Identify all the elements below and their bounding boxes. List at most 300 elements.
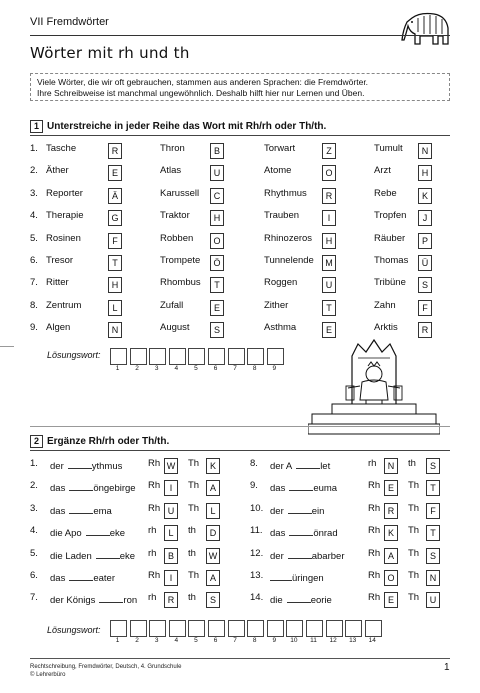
exercise-2-row <box>30 546 230 564</box>
option-1-label: rh <box>148 525 157 537</box>
word-option[interactable]: Algen <box>46 322 71 334</box>
row-index: 13. <box>250 570 264 581</box>
letter-box: U <box>426 592 440 608</box>
row-index: 7. <box>30 592 38 604</box>
intro-line-2: Ihre Schreibweise ist manchmal ungewöhnlich. Deshalb hilft hier nur Lernen und Üben. <box>37 88 365 98</box>
word-option[interactable]: Rhinozeros <box>264 232 313 244</box>
letter-box: E <box>384 592 398 608</box>
solution-box[interactable] <box>110 348 127 365</box>
option-2-label: th <box>188 525 196 537</box>
word-option[interactable]: Tresor <box>46 255 74 266</box>
letter-box: F <box>418 300 432 316</box>
word-suffix: eke <box>119 550 136 562</box>
letter-box: I <box>322 210 336 226</box>
word-option[interactable]: August <box>160 322 190 334</box>
row-index: 2. <box>30 480 38 492</box>
letter-box: N <box>384 458 398 474</box>
row-index: 14. <box>250 592 264 604</box>
exercise-2-instruction: Ergänze Rh/rh oder Th/th. <box>47 436 170 447</box>
solution-box[interactable] <box>306 620 323 637</box>
fill-blank[interactable] <box>69 480 93 491</box>
letter-box: W <box>164 458 178 474</box>
solution-box-number: 6 <box>213 637 218 644</box>
elephant-icon <box>398 10 454 52</box>
letter-box: Ü <box>418 255 432 271</box>
option-2-label: Th <box>188 502 200 514</box>
fill-in-phrase <box>270 458 330 472</box>
word-option[interactable]: Atlas <box>160 165 182 177</box>
exercise-1-row <box>30 275 450 293</box>
solution-box-number: 12 <box>329 637 337 644</box>
letter-box: A <box>384 548 398 564</box>
letter-box: Ä <box>108 188 122 204</box>
word-option[interactable]: Tunnelende <box>264 255 314 266</box>
letter-box: S <box>426 458 440 474</box>
solution-box[interactable] <box>267 348 284 365</box>
solution-box[interactable] <box>286 620 303 637</box>
footer <box>30 663 181 679</box>
fill-blank[interactable] <box>68 458 92 469</box>
option-2-label: Th <box>408 525 420 537</box>
letter-box: E <box>210 300 224 316</box>
word-option[interactable]: Trompete <box>160 255 201 266</box>
king-on-throne-illustration <box>308 338 440 436</box>
exercise-1-row <box>30 186 450 204</box>
row-index: 2. <box>30 165 38 177</box>
exercise-2-row <box>30 568 230 586</box>
exercise-1-number: 1 <box>30 120 43 133</box>
solution-box[interactable] <box>208 620 225 637</box>
row-index: 4. <box>30 210 38 222</box>
solution-label-1: Lösungswort: <box>47 350 101 360</box>
word-prefix: die Laden <box>50 550 92 562</box>
option-1-label: Rh <box>148 458 161 469</box>
letter-box: D <box>206 525 220 541</box>
fill-in-phrase <box>270 480 337 494</box>
letter-box: Ö <box>210 255 224 271</box>
row-index: 7. <box>30 277 38 289</box>
word-option[interactable]: Äther <box>46 165 69 177</box>
fill-blank[interactable] <box>289 525 313 536</box>
fill-blank[interactable] <box>69 570 93 581</box>
word-option[interactable]: Rosinen <box>46 232 81 244</box>
word-option[interactable]: Tasche <box>46 143 77 154</box>
word-suffix: üringen <box>292 573 324 584</box>
option-1-label: rh <box>148 547 157 559</box>
letter-box: K <box>206 458 220 474</box>
solution-box[interactable] <box>247 348 264 365</box>
word-option[interactable]: Zahn <box>374 299 396 311</box>
solution-box[interactable] <box>228 348 245 365</box>
word-option[interactable]: Tumult <box>374 143 403 154</box>
word-option[interactable]: Ritter <box>46 277 69 289</box>
row-index: 3. <box>30 502 38 514</box>
letter-box: K <box>418 188 432 204</box>
letter-box: L <box>206 503 220 519</box>
exercise-2-number: 2 <box>30 435 43 448</box>
exercise-2-row <box>250 501 450 519</box>
word-prefix: das <box>50 483 66 495</box>
fill-in-phrase <box>270 503 324 517</box>
option-2-label: Th <box>408 480 420 492</box>
solution-box-number: 1 <box>115 637 120 644</box>
option-1-label: Rh <box>368 525 381 537</box>
option-2-label: Th <box>408 547 420 559</box>
solution-box[interactable] <box>149 348 166 365</box>
word-suffix: öngebirge <box>93 483 136 495</box>
option-1-label: rh <box>148 592 157 604</box>
word-option[interactable]: Roggen <box>264 277 298 289</box>
letter-box: F <box>426 503 440 519</box>
solution-box[interactable] <box>326 620 343 637</box>
option-1-label: Rh <box>148 570 161 581</box>
solution-box-number: 4 <box>174 637 179 644</box>
word-suffix: ema <box>93 505 112 517</box>
solution-box[interactable] <box>169 348 186 365</box>
row-index: 9. <box>250 480 258 492</box>
letter-box: N <box>418 143 432 159</box>
letter-box: R <box>384 503 398 519</box>
letter-box: T <box>426 525 440 541</box>
letter-box: U <box>164 503 178 519</box>
solution-box[interactable] <box>110 620 127 637</box>
letter-box: T <box>210 277 224 293</box>
solution-box[interactable] <box>188 348 205 365</box>
fill-blank[interactable] <box>99 592 123 603</box>
page-title: Wörter mit rh und th <box>30 44 190 62</box>
exercise-1-instruction: Unterstreiche in jeder Reihe das Wort mit Rh/rh oder Th/th. <box>47 121 327 132</box>
word-option[interactable]: Traktor <box>160 210 190 222</box>
exercise-2-row <box>30 478 230 496</box>
word-prefix: das <box>270 483 286 495</box>
exercise-1-row <box>30 163 450 181</box>
row-index: 10. <box>250 502 264 514</box>
letter-box: T <box>322 300 336 316</box>
letter-box: I <box>164 570 178 586</box>
letter-box: N <box>426 570 440 586</box>
word-option[interactable]: Robben <box>160 232 194 244</box>
solution-box-number: 9 <box>272 365 277 372</box>
solution-box-number: 8 <box>252 365 257 372</box>
word-option[interactable]: Reporter <box>46 187 83 199</box>
letter-box: G <box>108 210 122 226</box>
option-1-label: Rh <box>368 480 381 492</box>
word-suffix: abarber <box>311 550 345 562</box>
fill-blank[interactable] <box>296 458 320 469</box>
exercise-2-row <box>250 590 450 608</box>
letter-box: O <box>322 165 336 181</box>
letter-box: C <box>210 188 224 204</box>
word-prefix: der Königs <box>50 595 96 607</box>
fill-blank[interactable] <box>86 525 110 536</box>
option-1-label: Rh <box>368 547 381 559</box>
footer-line-2: © Lehrerbüro <box>30 672 66 678</box>
word-option[interactable]: Arzt <box>374 165 391 177</box>
row-index: 1. <box>30 458 38 469</box>
fill-in-phrase <box>50 570 115 584</box>
exercise-1-row <box>30 208 450 226</box>
word-suffix: eke <box>109 528 126 540</box>
option-2-label: Th <box>188 570 200 581</box>
option-2-label: Th <box>408 570 420 581</box>
letter-box: H <box>210 210 224 226</box>
row-index: 6. <box>30 570 38 581</box>
row-index: 5. <box>30 547 38 559</box>
letter-box: H <box>322 233 336 249</box>
fill-in-phrase <box>50 458 122 472</box>
solution-box-number: 11 <box>310 637 317 644</box>
word-option[interactable]: Zither <box>264 299 289 311</box>
letter-box: F <box>108 233 122 249</box>
letter-box: R <box>164 592 178 608</box>
fill-in-phrase <box>50 480 136 494</box>
page-number: 1 <box>444 662 450 673</box>
option-1-label: Rh <box>368 502 381 514</box>
letter-box: R <box>322 188 336 204</box>
exercise-1-row <box>30 141 450 159</box>
option-2-label: th <box>188 547 196 559</box>
word-prefix: das <box>50 505 66 517</box>
margin-mark <box>0 346 14 347</box>
letter-box: H <box>108 277 122 293</box>
solution-box-number: 2 <box>135 365 139 372</box>
letter-box: K <box>384 525 398 541</box>
exercise-2-heading <box>30 435 169 448</box>
exercise-2-row <box>250 478 450 496</box>
word-option[interactable]: Arktis <box>374 322 398 334</box>
letter-box: A <box>206 480 220 496</box>
letter-box: B <box>164 548 178 564</box>
intro-line-1: Viele Wörter, die wir oft gebrauchen, stammen aus anderen Sprachen: die Fremdwörter. <box>37 77 369 87</box>
word-option[interactable]: Tropfen <box>374 210 407 222</box>
letter-box: S <box>418 277 432 293</box>
row-index: 12. <box>250 547 264 559</box>
row-index: 8. <box>250 458 258 469</box>
word-option[interactable]: Räuber <box>374 232 406 244</box>
solution-box[interactable] <box>149 620 166 637</box>
exercise-2-row <box>30 456 230 474</box>
fill-blank[interactable] <box>270 570 292 581</box>
row-index: 9. <box>30 322 38 334</box>
option-1-label: Rh <box>368 570 381 581</box>
solution-box[interactable] <box>267 620 284 637</box>
exercise-1-row <box>30 298 450 316</box>
word-option[interactable]: Rhythmus <box>264 187 307 199</box>
option-2-label: Th <box>188 458 200 469</box>
exercise-2-row <box>250 546 450 564</box>
solution-box[interactable] <box>130 348 147 365</box>
solution-box-number: 1 <box>115 365 120 372</box>
exercise-2-row <box>30 523 230 541</box>
letter-box: I <box>164 480 178 496</box>
solution-label-2: Lösungswort: <box>47 625 101 635</box>
letter-box: R <box>108 143 122 159</box>
solution-box-number: 6 <box>213 365 218 372</box>
option-2-label: Th <box>188 480 200 492</box>
solution-box[interactable] <box>345 620 362 637</box>
word-suffix: eorie <box>310 595 332 607</box>
letter-box: U <box>322 277 336 293</box>
option-2-label: Th <box>408 592 420 604</box>
word-suffix: euma <box>313 483 338 495</box>
fill-in-phrase <box>50 525 125 539</box>
exercise-1-row <box>30 320 450 338</box>
fill-in-phrase <box>270 592 332 606</box>
solution-box-number: 7 <box>233 365 237 372</box>
word-prefix: der <box>50 461 64 472</box>
letter-box: L <box>108 300 122 316</box>
solution-box-number: 4 <box>174 365 179 372</box>
fill-in-phrase <box>50 548 135 562</box>
word-suffix: let <box>320 461 331 472</box>
word-prefix: die <box>270 595 283 607</box>
exercise-1-heading <box>30 120 326 133</box>
letter-box: N <box>108 322 122 338</box>
word-suffix: ein <box>311 505 325 517</box>
option-2-label: th <box>188 592 196 604</box>
exercise-1-divider <box>30 135 450 136</box>
letter-box: U <box>210 165 224 181</box>
solution-box-number: 8 <box>252 637 257 644</box>
letter-box: A <box>206 570 220 586</box>
exercise-2-row <box>250 568 450 586</box>
word-option[interactable]: Rebe <box>374 187 397 199</box>
exercise-1-row <box>30 231 450 249</box>
letter-box: Z <box>322 143 336 159</box>
letter-box: R <box>418 322 432 338</box>
word-suffix: eater <box>93 573 115 584</box>
solution-box-number: 2 <box>135 637 139 644</box>
letter-box: M <box>322 255 336 271</box>
solution-box-number: 7 <box>233 637 237 644</box>
word-option[interactable]: Karussell <box>160 187 200 199</box>
word-option[interactable]: Trauben <box>264 210 300 222</box>
intro-box <box>30 73 450 101</box>
solution-box-number: 14 <box>368 637 376 644</box>
word-option[interactable]: Rhombus <box>160 277 201 289</box>
solution-box-number: 5 <box>194 637 198 644</box>
solution-box-number: 13 <box>349 637 357 644</box>
fill-blank[interactable] <box>96 548 120 559</box>
letter-box: T <box>108 255 122 271</box>
row-index: 4. <box>30 525 38 537</box>
word-option[interactable]: Torwart <box>264 143 296 154</box>
solution-box[interactable] <box>228 620 245 637</box>
word-prefix: der A <box>270 461 293 472</box>
row-index: 8. <box>30 299 38 311</box>
letter-box: O <box>210 233 224 249</box>
option-1-label: rh <box>368 458 377 469</box>
word-suffix: ron <box>123 595 138 607</box>
letter-box: P <box>418 233 432 249</box>
fill-blank[interactable] <box>289 480 313 491</box>
solution-box[interactable] <box>365 620 382 637</box>
chapter-header: VII Fremdwörter <box>30 16 109 28</box>
row-index: 6. <box>30 255 38 266</box>
solution-box-number: 10 <box>290 637 298 644</box>
fill-in-phrase <box>50 592 137 606</box>
solution-box-number: 5 <box>194 365 198 372</box>
letter-box: S <box>426 548 440 564</box>
word-prefix: das <box>270 528 286 540</box>
exercise-2-row <box>30 590 230 608</box>
word-prefix: der <box>270 550 284 562</box>
exercise-2-row <box>250 523 450 541</box>
exercise-2-divider <box>30 450 450 451</box>
solution-box-number: 9 <box>272 637 277 644</box>
word-option[interactable]: Tribüne <box>374 277 406 289</box>
solution-box[interactable] <box>130 620 147 637</box>
letter-box: E <box>108 165 122 181</box>
option-2-label: th <box>408 458 416 469</box>
fill-in-phrase <box>50 503 112 517</box>
solution-box[interactable] <box>188 620 205 637</box>
option-1-label: Rh <box>148 502 161 514</box>
fill-in-phrase <box>270 525 338 539</box>
letter-box: L <box>164 525 178 541</box>
word-suffix: ythmus <box>91 461 123 472</box>
letter-box: H <box>418 165 432 181</box>
letter-box: T <box>426 480 440 496</box>
solution-box-number: 3 <box>154 637 159 644</box>
exercise-2-row <box>30 501 230 519</box>
fill-in-phrase <box>270 570 324 584</box>
footer-line-1: Rechtschreibung, Fremdwörter, Deutsch, 4. Grundschule <box>30 664 182 670</box>
exercise-2-row <box>250 456 450 474</box>
word-prefix: der <box>270 505 284 517</box>
word-suffix: önrad <box>313 528 338 540</box>
fill-blank[interactable] <box>288 548 312 559</box>
row-index: 1. <box>30 143 38 154</box>
letter-box: S <box>206 592 220 608</box>
letter-box: S <box>210 322 224 338</box>
letter-box: E <box>384 480 398 496</box>
letter-box: E <box>322 322 336 338</box>
option-2-label: Th <box>408 502 420 514</box>
fill-blank[interactable] <box>69 503 93 514</box>
word-prefix: das <box>50 573 66 584</box>
solution-box[interactable] <box>208 348 225 365</box>
letter-box: J <box>418 210 432 226</box>
letter-box: B <box>210 143 224 159</box>
exercise-1-row <box>30 253 450 271</box>
word-option[interactable]: Asthma <box>264 322 297 334</box>
letter-box: W <box>206 548 220 564</box>
solution-box[interactable] <box>247 620 264 637</box>
header-divider <box>30 35 450 36</box>
fill-blank[interactable] <box>288 503 312 514</box>
word-option[interactable]: Atome <box>264 165 292 177</box>
solution-box[interactable] <box>169 620 186 637</box>
row-index: 11. <box>250 525 263 537</box>
solution-box-number: 3 <box>154 365 159 372</box>
fill-blank[interactable] <box>287 592 311 603</box>
option-1-label: Rh <box>148 480 161 492</box>
option-1-label: Rh <box>368 592 381 604</box>
word-option[interactable]: Thomas <box>374 255 409 266</box>
row-index: 5. <box>30 232 38 244</box>
word-option[interactable]: Therapie <box>46 210 84 222</box>
word-option[interactable]: Zentrum <box>46 299 82 311</box>
footer-divider <box>30 658 450 659</box>
row-index: 3. <box>30 187 38 199</box>
letter-box: O <box>384 570 398 586</box>
section-separator <box>30 426 450 427</box>
word-prefix: die Apo <box>50 528 82 540</box>
fill-in-phrase <box>270 548 344 562</box>
word-option[interactable]: Thron <box>160 143 185 154</box>
word-option[interactable]: Zufall <box>160 299 184 311</box>
